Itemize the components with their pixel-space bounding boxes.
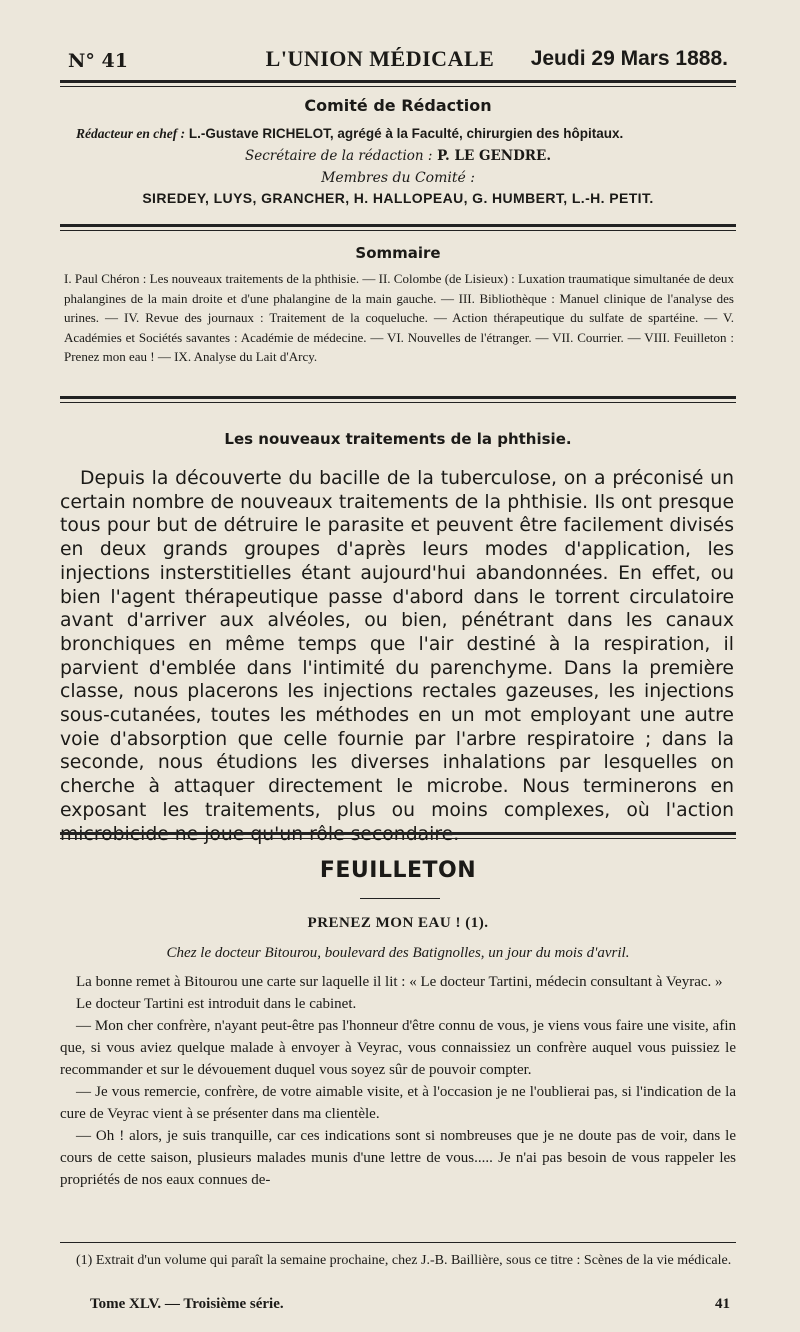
comite-title: Comité de Rédaction [304, 96, 492, 115]
membres-label: Membres du Comité : [321, 170, 475, 186]
secretaire-label: Secrétaire de la rédaction : [244, 148, 433, 164]
footnote-rule [60, 1242, 736, 1243]
feuilleton-scene: Chez le docteur Bitourou, boulevard des Batignolles, un jour du mois d'avril. [166, 945, 630, 961]
header-rule-thin [60, 86, 736, 87]
feuilleton-paragraph: — Je vous remercie, confrère, de votre aimable visite, et à l'occasion je ne l'oublierai pas, si l'indication de la cure de Veyrac vient à se présenter dans ma clientèle. [60, 1084, 736, 1122]
article-rule-thin [60, 838, 736, 839]
footer-tome: Tome XLV. — Troisième série. [90, 1296, 284, 1312]
feuilleton-paragraph: — Oh ! alors, je suis tranquille, car ces indications sont si nombreuses que je ne doute pas de voir, dans le cours de cette saison, plusieurs malades munis d'une lettre de vous..... Je n'ai pas besoin de vous rappeler les propriétés de nos eaux connues de- [60, 1128, 736, 1188]
article-title: Les nouveaux traitements de la phthisie. [224, 430, 572, 448]
article-rule [60, 832, 736, 835]
secretaire-line [60, 148, 736, 164]
redacteur-text: L.-Gustave RICHELOT, agrégé à la Faculté, chirurgien des hôpitaux. [188, 126, 624, 141]
feuilleton-body [60, 971, 736, 1191]
feuilleton-subtitle: PRENEZ MON EAU ! (1). [307, 915, 489, 931]
feuilleton-paragraph: La bonne remet à Bitourou une carte sur laquelle il lit : « Le docteur Tartini, médecin consultant à Veyrac. » [76, 974, 723, 990]
sommaire-text: I. Paul Chéron : Les nouveaux traitements de la phthisie. — II. Colombe (de Lisieux) : Luxation traumatique simultanée de deux phalangines de la main droite et d'une phalangine de la main gauche. — III. Bibliothèque : Manuel clinique de l'analyse des urines. — IV. Revue des journaux : Traitement de la coqueluche. — Action thérapeutique du sulfate de spartéine. — V. Académies et Sociétés savantes : Académie de médecine. — VI. Nouvelles de l'étranger. — VII. Courrier. — VIII. Feuilleton : Prenez mon eau ! — IX. Analyse du Lait d'Arcy. [64, 271, 734, 364]
feuilleton-paragraph: Le docteur Tartini est introduit dans le cabinet. [76, 996, 357, 1012]
header-rule [60, 80, 736, 83]
feuilleton-paragraph: — Mon cher confrère, n'ayant peut-être pas l'honneur d'être connu de vous, je viens vous faire une visite, afin que, si vous aviez quelque malade à envoyer à Veyrac, vous connaissiez un confrère auquel vous puissiez le recommander et sur le dévouement duquel vous soyez sûr de pouvoir compter. [60, 1018, 736, 1078]
issue-number: N° 41 [68, 50, 128, 72]
article-body: Depuis la découverte du bacille de la tuberculose, on a préconisé un certain nombre de nouveaux traitements de la phthisie. Ils ont presque tous pour but de détruire le parasite et peuvent être facilement divisés en deux grands groupes d'après leurs modes d'application, les injections insterstitielles étant aujourd'hui abandonnées. En effet, ou bien l'agent thérapeutique passe d'abord dans le torrent circulatoire avant d'arriver aux alvéoles, ou bien, pénétrant dans les canaux bronchiques en même temps que l'air destiné à la respiration, il parvient d'emblée dans l'intimité du parenchyme. Dans la première classe, nous placerons les injections rectales gazeuses, les injections sous-cutanées, toutes les méthodes en un mot employant une autre voie d'absorption que celle fournie par l'arbre respiratoire ; dans la seconde, nous étudions les diverses inhalations par lesquelles on cherche à attaquer directement le microbe. Nous terminerons en exposant les traitements, plus ou moins complexes, où l'action [60, 468, 734, 821]
feuilleton-title-rule [360, 898, 440, 899]
footnote: (1) Extrait d'un volume qui paraît la semaine prochaine, chez J.-B. Baillière, sous ce titre : Scènes de la vie médicale. [76, 1253, 732, 1268]
sommaire-rule-thin [60, 402, 736, 403]
secretaire-name: P. LE GENDRE. [437, 148, 552, 164]
redacteur-line [76, 126, 736, 142]
comite-rule-thin [60, 230, 736, 231]
redacteur-label: Rédacteur en chef : [76, 126, 186, 141]
issue-date: Jeudi 29 Mars 1888. [530, 47, 728, 70]
sommaire-title: Sommaire [355, 244, 441, 262]
journal-title: L'UNION MÉDICALE [265, 46, 495, 71]
page-number: 41 [715, 1296, 730, 1312]
feuilleton-title: FEUILLETON [319, 858, 477, 883]
sommaire-rule [60, 396, 736, 399]
comite-rule [60, 224, 736, 227]
membres-list: SIREDEY, LUYS, GRANCHER, H. HALLOPEAU, G. HUMBERT, L.-H. PETIT. [142, 190, 654, 206]
